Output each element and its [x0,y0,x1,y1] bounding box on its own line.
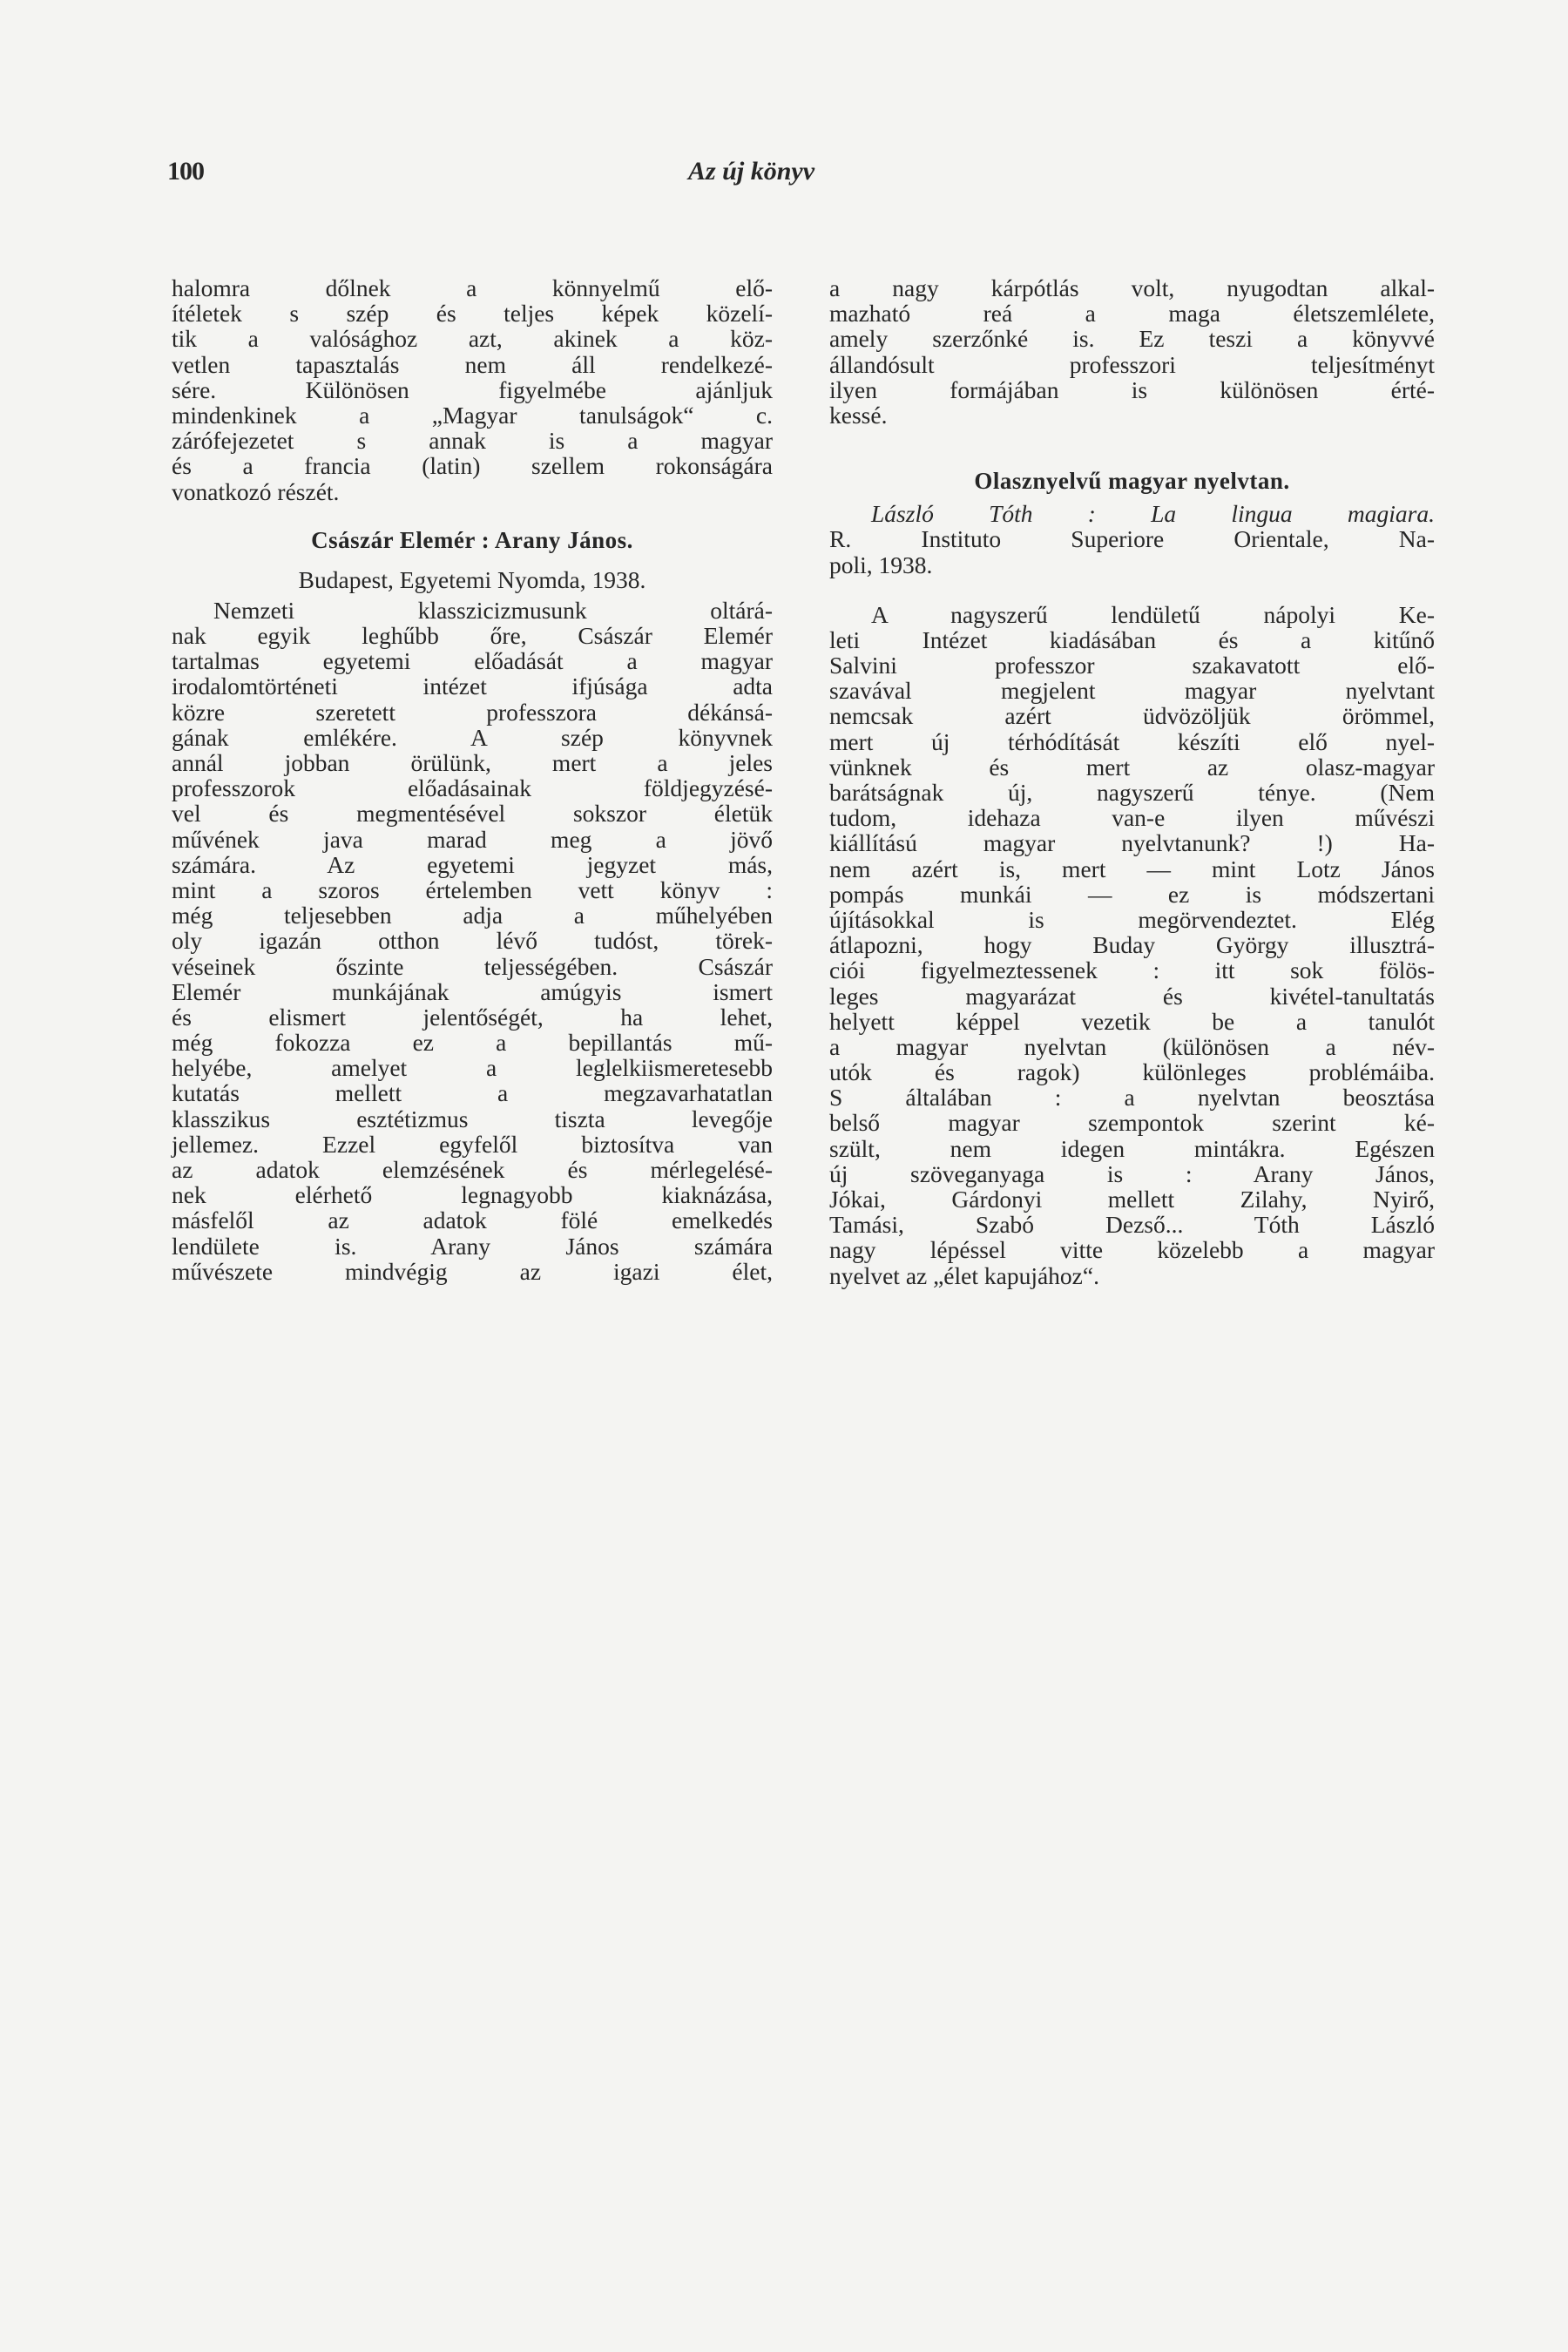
text-line: vel és megmentésével sokszor életük [172,800,773,828]
text-line: tudom, idehaza van-e ilyen művészi [829,804,1435,832]
text-line: vünknek és mert az olasz-magyar [829,753,1435,781]
text-line: átlapozni, hogy Buday György illusztrá- [829,931,1435,959]
text-line: vetlen tapasztalás nem áll rendelkezé- [172,350,773,378]
text-line: jellemez. Ezzel egyfelől biztosítva van [172,1130,773,1158]
text-line: nak egyik leghűbb őre, Császár Elemér [172,622,773,650]
text-line: annál jobban örülünk, mert a jeles [172,749,773,776]
text-line: belső magyar szempontok szerint ké- [829,1109,1435,1137]
text-line: gának emlékére. A szép könyvnek [172,723,773,751]
review-heading-arany: Császár Elemér : Arany János. [311,526,633,553]
text-line: véseinek őszinte teljességében. Császár [172,952,773,980]
text-line: Nemzeti klasszicizmusunk oltárá- [213,596,773,624]
text-line: nek elérhető legnagyobb kiaknázása, [172,1181,773,1209]
text-line: nagy lépéssel vitte közelebb a magyar [829,1236,1435,1264]
text-line: és a francia (latin) szellem rokonságára [172,452,773,480]
text-line: oly igazán otthon lévő tudóst, törek- [172,927,773,955]
running-title: Az új könyv [688,157,815,186]
left-column [172,275,773,1284]
right-column [829,275,1435,1288]
text-line: a nagy kárpótlás volt, nyugodtan alkal- [829,274,1435,301]
review-citation-imprint [829,526,1435,577]
text-line: még fokozza ez a bepillantás mű- [172,1029,773,1057]
text-line: S általában : a nyelvtan beosztása [829,1084,1435,1112]
text-line: helyébe, amelyet a leglelkiismeretesebb [172,1054,773,1082]
text-line: klasszikus esztétizmus tiszta levegője [172,1105,773,1132]
text-line: az adatok elemzésének és mérlegelésé- [172,1156,773,1183]
text-line: Elemér munkájának amúgyis ismert [172,977,773,1005]
text-line: utók és ragok) különleges problémáiba. [829,1058,1435,1086]
page-number: 100 [167,157,204,186]
text-line: pompás munkái — ez is módszertani [829,880,1435,908]
text-line: újításokkal is megörvendeztet. Elég [829,905,1435,933]
text-line: helyett képpel vezetik be a tanulót [829,1007,1435,1035]
text-line: a magyar nyelvtan (különösen a név- [829,1032,1435,1060]
text-line: művének java marad meg a jövő [172,825,773,853]
text-line: mert új térhódítását készíti elő nyel- [829,727,1435,755]
right-continued-paragraph [829,275,1435,428]
left-continued-paragraph [172,275,773,504]
text-line: R. Instituto Superiore Orientale, Na- [829,525,1435,553]
text-line: másfelől az adatok fölé emelkedés [172,1206,773,1234]
text-line: kutatás mellett a megzavarhatatlan [172,1079,773,1107]
review-imprint-arany: Budapest, Egyetemi Nyomda, 1938. [298,565,646,593]
text-line: vonatkozó részét. [172,477,340,505]
review-body-nyelvtan [829,602,1435,1288]
text-line: még teljesebben adja a műhelyében [172,902,773,929]
text-line: leges magyarázat és kivétel-tanultatás [829,982,1435,1010]
text-line: leti Intézet kiadásában és a kitűnő [829,625,1435,653]
text-line: kessé. [829,401,888,429]
text-line: ítéletek s szép és teljes képek közelí- [172,300,773,328]
text-line: halomra dőlnek a könnyelmű elő- [172,274,773,301]
text-line: művészete mindvégig az igazi élet, [172,1257,773,1285]
text-line: számára. Az egyetemi jegyzet más, [172,850,773,878]
review-body-arany [172,598,773,1284]
text-line: ciói figyelmeztessenek : itt sok fölös- [829,956,1435,984]
text-line: Jókai, Gárdonyi mellett Zilahy, Nyirő, [829,1186,1435,1213]
text-line: poli, 1938. [829,551,933,578]
text-line: lendülete is. Arany János számára [172,1232,773,1260]
review-heading-nyelvtan: Olasznyelvű magyar nyelvtan. [974,468,1290,495]
text-line: nemcsak azért üdvözöljük örömmel, [829,702,1435,730]
text-line: új szöveganyaga is : Arany János, [829,1159,1435,1187]
text-line: Tamási, Szabó Dezső... Tóth László [829,1211,1435,1239]
text-line: közre szeretett professzora dékánsá- [172,698,773,726]
text-line: barátságnak új, nagyszerű ténye. (Nem [829,779,1435,806]
text-line: és elismert jelentőségét, ha lehet, [172,1003,773,1031]
text-line: mint a szoros értelemben vett könyv : [172,875,773,903]
text-line: tartalmas egyetemi előadását a magyar [172,647,773,675]
text-line: zárófejezetet s annak is a magyar [172,427,773,455]
text-line: irodalomtörténeti intézet ifjúsága adta [172,672,773,700]
text-line: nem azért is, mert — mint Lotz János [829,855,1435,882]
text-line: nyelvet az „élet kapujához“. [829,1261,1099,1289]
text-line: mazható reá a maga életszemlélete, [829,300,1435,328]
text-line: mindenkinek a „Magyar tanulságok“ c. [172,401,773,429]
text-line: tik a valósághoz azt, akinek a köz- [172,325,773,353]
review-citation-author-title: László Tóth : La lingua magiara. [871,500,1435,528]
text-line: A nagyszerű lendületű nápolyi Ke- [871,600,1435,628]
text-line: szült, nem idegen mintákra. Egészen [829,1134,1435,1162]
text-line: ilyen formájában is különösen érté- [829,375,1435,403]
text-line: sére. Különösen figyelmébe ajánljuk [172,375,773,403]
text-line: amely szerzőnké is. Ez teszi a könyvvé [829,325,1435,353]
text-line: professzorok előadásainak földjegyzésé- [172,774,773,802]
text-line: állandósult professzori teljesítményt [829,350,1435,378]
text-line: Salvini professzor szakavatott elő- [829,652,1435,679]
text-line: kiállítású magyar nyelvtanunk? !) Ha- [829,829,1435,857]
text-line: szavával megjelent magyar nyelvtant [829,677,1435,705]
